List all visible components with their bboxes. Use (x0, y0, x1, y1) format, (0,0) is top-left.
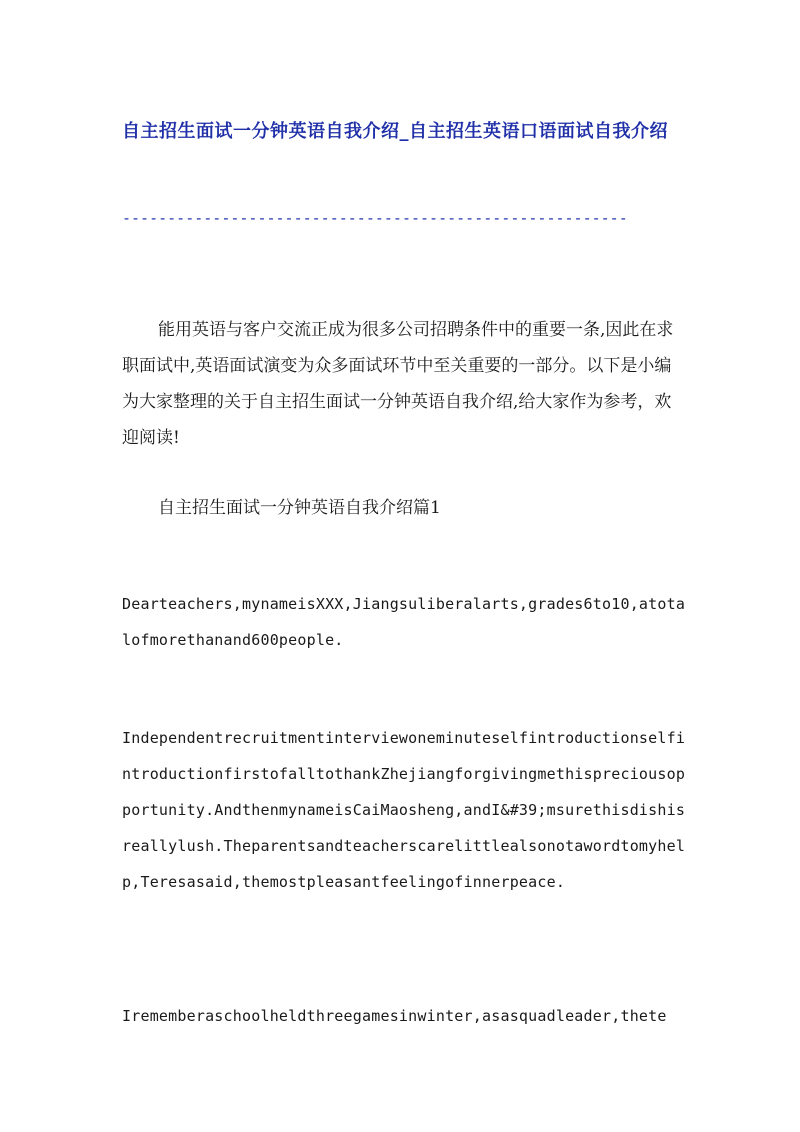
english-paragraph-3: Irememberaschoolheldthreegamesinwinter,asasquadleader,thete (122, 1007, 667, 1025)
intro-paragraph: 能用英语与客户交流正成为很多公司招聘条件中的重要一条,因此在求职面试中,英语面试演变为众多面试环节中至关重要的一部分。以下是小编为大家整理的关于自主招生面试一分钟英语自我介绍,给大家作为参考，欢迎阅读! (122, 320, 674, 448)
document-title: 自主招生面试一分钟英语自我介绍_自主招生英语口语面试自我介绍 (122, 121, 668, 142)
section-heading: 自主招生面试一分钟英语自我介绍篇1 (158, 498, 441, 518)
title-divider: -------------------------------------------------------- (122, 209, 628, 227)
english-paragraph-1: Dearteachers,mynameisXXX,Jiangsuliberalarts,grades6to10,atotalofmorethanand600people. (122, 595, 686, 649)
english-paragraph-2: IndependentrecruitmentinterviewoneminuteselfintroductionselfintroductionfirstofalltothankZhejiangforgivingmethispreciousopportunity.AndthenmynameisCaiMaosheng,andI&#39;msurethisdishisreallylush.Theparentsandteacherscarelittlealsonotawordtomyhelp,Teresasaid,themostpleasantfeelingofinnerpeace. (122, 729, 686, 891)
